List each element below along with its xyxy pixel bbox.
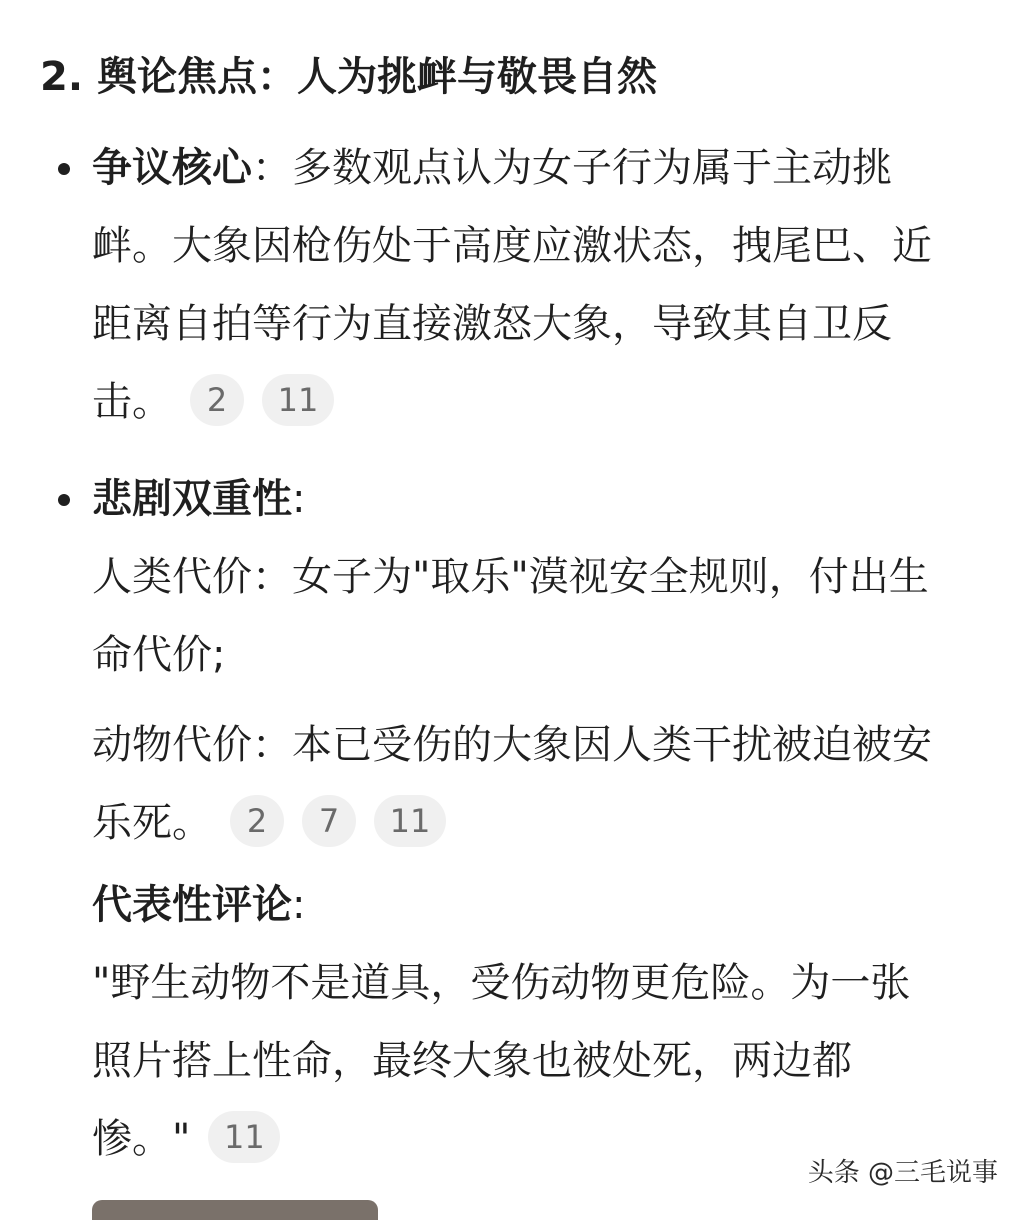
dispute-core-text: 多数观点认为女子行为属于主动挑 bbox=[292, 145, 892, 191]
paragraph-text: 击。 bbox=[92, 379, 172, 425]
comments-title: 代表性评论 bbox=[92, 882, 292, 928]
paragraph-line: 衅。大象因枪伤处于高度应激状态，拽尾巴、近 bbox=[92, 223, 932, 269]
title-colon: : bbox=[292, 476, 306, 522]
title-colon: ： bbox=[252, 145, 292, 191]
paragraph-line bbox=[92, 129, 992, 207]
citation-chip[interactable]: 11 bbox=[208, 1111, 280, 1163]
watermark: 头条 @三毛说事 bbox=[807, 1158, 998, 1188]
animal-cost-paragraph bbox=[92, 706, 992, 862]
animal-cost-line: 动物代价：本已受伤的大象因人类干扰被迫被安 bbox=[92, 722, 932, 768]
comments-paragraph bbox=[92, 866, 992, 1178]
citation-chip[interactable]: 7 bbox=[302, 795, 356, 847]
double-tragedy-title: 悲剧双重性 bbox=[92, 476, 292, 522]
human-cost-line: 命代价; bbox=[92, 632, 226, 678]
paragraph-line bbox=[92, 460, 992, 538]
paragraph-line bbox=[92, 363, 992, 441]
human-cost-line: 人类代价：女子为"取乐"漠视安全规则，付出生 bbox=[92, 554, 929, 600]
section-heading: 2. 舆论焦点：人为挑衅与敬畏自然 bbox=[40, 54, 657, 100]
dispute-core-title: 争议核心 bbox=[92, 145, 252, 191]
double-tragedy-paragraph bbox=[92, 460, 992, 694]
animal-cost-line: 乐死。 bbox=[92, 800, 212, 846]
citation-chip[interactable]: 11 bbox=[262, 374, 334, 426]
dispute-core-paragraph bbox=[92, 129, 992, 441]
title-colon: : bbox=[292, 882, 306, 928]
paragraph-line: 距离自拍等行为直接激怒大象，导致其自卫反 bbox=[92, 301, 892, 347]
bullet-dot bbox=[58, 494, 70, 506]
image-thumbnail[interactable] bbox=[92, 1200, 378, 1220]
bullet-dot bbox=[58, 163, 70, 175]
paragraph-line bbox=[92, 866, 992, 944]
quote-line: 照片搭上性命，最终大象也被处死，两边都 bbox=[92, 1038, 852, 1084]
paragraph-line bbox=[92, 784, 992, 862]
quote-line: 惨。" bbox=[92, 1116, 191, 1162]
citation-chip[interactable]: 11 bbox=[374, 795, 446, 847]
citation-chip[interactable]: 2 bbox=[230, 795, 284, 847]
quote-line: "野生动物不是道具，受伤动物更危险。为一张 bbox=[92, 960, 911, 1006]
citation-chip[interactable]: 2 bbox=[190, 374, 244, 426]
